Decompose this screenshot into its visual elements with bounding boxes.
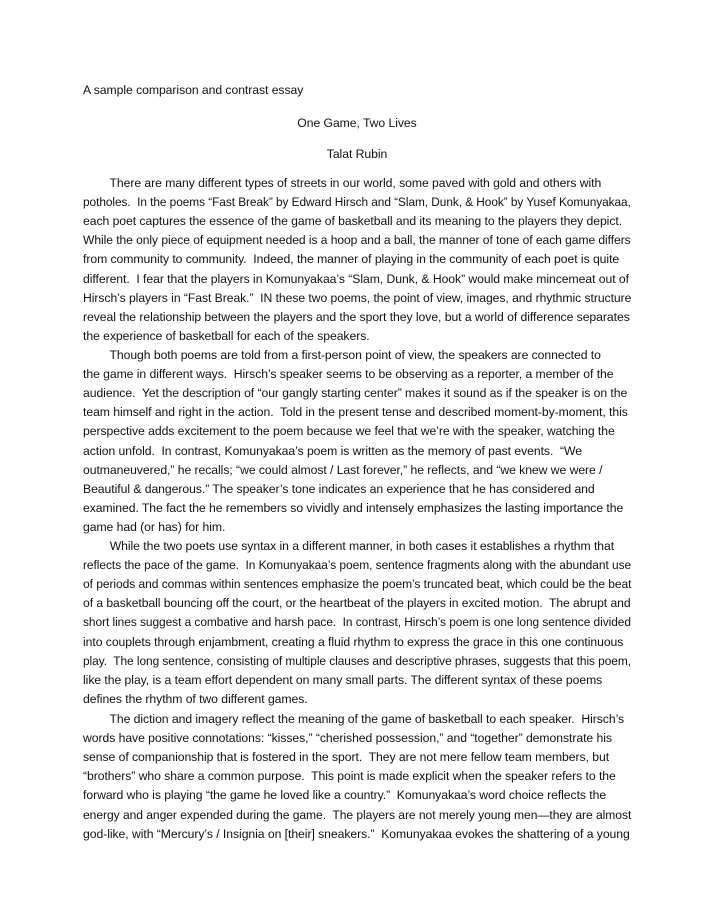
paragraph-line: reveal the relationship between the players and the sport they love, but a world of difference separates: [83, 309, 630, 324]
paragraph-line: Beautiful & dangerous.” The speaker’s tone indicates an experience that he has considered and: [83, 481, 595, 496]
essay-subject: A sample comparison and contrast essay: [83, 83, 304, 97]
paragraph-line: game had (or has) for him.: [83, 519, 226, 534]
essay-title: One Game, Two Lives: [297, 116, 417, 130]
paragraph-line: There are many different types of streets in our world, some paved with gold and others with: [83, 176, 602, 190]
paragraph-line: defines the rhythm of two different games.: [83, 691, 308, 706]
paragraph-line: Hirsch’s players in “Fast Break.” IN these two poems, the point of view, images, and rhythmic structure: [83, 290, 632, 305]
paragraph-line: into couplets through enjambment, creating a fluid rhythm to express the grace in this one continuous: [83, 634, 624, 649]
paragraph-line: The diction and imagery reflect the meaning of the game of basketball to each speaker. Hirsch’s: [83, 712, 625, 726]
paragraph-line: god-like, with “Mercury’s / Insignia on [their] sneakers.” Komunyakaa evokes the shattering of a young: [83, 826, 630, 841]
paragraph-line: outmaneuvered,” he recalls; “we could almost / Last forever,” he reflects, and “we knew we were /: [83, 462, 603, 477]
paragraph-line: forward who is playing “the game he loved like a country.” Komunyakaa’s word choice reflects the: [83, 788, 607, 803]
paragraph-line: from community to community. Indeed, the manner of playing in the community of each poet is quite: [83, 252, 620, 267]
paragraph-line: potholes. In the poems “Fast Break” by Edward Hirsch and “Slam, Dunk, & Hook” by Yusef Komunyakaa,: [83, 195, 631, 210]
paragraph-line: team himself and right in the action. Told in the present tense and described moment-by-moment, this: [83, 405, 628, 420]
paragraph-line: “brothers” who share a common purpose. This point is made explicit when the speaker refers to the: [83, 769, 616, 784]
essay-author: Talat Rubin: [326, 147, 388, 161]
paragraph-line: While the two poets use syntax in a different manner, in both cases it establishes a rhythm that: [83, 539, 615, 553]
paragraph-line: words have positive connotations: “kisses,” “cherished possession,” and “together” demonstrate his: [83, 731, 612, 746]
paragraph-line: examined. The fact the he remembers so vividly and intensely emphasizes the lasting importance the: [83, 500, 624, 515]
paragraph-line: of a basketball bouncing off the court, or the heartbeat of the players in excited motion. The abrupt and: [83, 596, 631, 611]
paragraph-line: different. I fear that the players in Komunyakaa’s “Slam, Dunk, & Hook” would make mincemeat out of: [83, 271, 629, 286]
paragraph-line: audience. Yet the description of “our gangly starting center” makes it sound as if the speaker is on the: [83, 386, 628, 401]
paragraph-line: short lines suggest a combative and harsh pace. In contrast, Hirsch’s poem is one long sentence divided: [83, 615, 631, 630]
paragraph-line: the game in different ways. Hirsch’s speaker seems to be observing as a reporter, a member of the: [83, 367, 614, 382]
paragraph-line: play. The long sentence, consisting of multiple clauses and descriptive phrases, suggests that this poem,: [83, 653, 631, 668]
paragraph-line: Though both poems are told from a first-person point of view, the speakers are connected to: [83, 348, 601, 362]
paragraph-line: each poet captures the essence of the game of basketball and its meaning to the players they depict.: [83, 214, 623, 229]
paragraph-line: energy and anger expended during the game. The players are not merely young men—they are almost: [83, 807, 632, 822]
paragraph-line: action unfold. In contrast, Komunyakaa’s poem is written as the memory of past events. “We: [83, 443, 582, 458]
paragraph-line: While the only piece of equipment needed is a hoop and a ball, the manner of tone of each game differs: [83, 233, 631, 248]
paragraph-line: the experience of basketball for each of the speakers.: [83, 328, 370, 343]
paragraph-line: perspective adds excitement to the poem because we feel that we’re with the speaker, watching the: [83, 424, 615, 439]
paragraph-line: of periods and commas within sentences emphasize the poem’s truncated beat, which could be the beat: [83, 577, 632, 592]
essay-body: [83, 0, 631, 924]
paragraph-line: sense of companionship that is fostered in the sport. They are not mere fellow team members, but: [83, 750, 610, 765]
paragraph-line: like the play, is a team effort dependent on many small parts. The different syntax of these poems: [83, 672, 603, 687]
paragraph-line: reflects the pace of the game. In Komunyakaa’s poem, sentence fragments along with the abundant use: [83, 558, 632, 573]
